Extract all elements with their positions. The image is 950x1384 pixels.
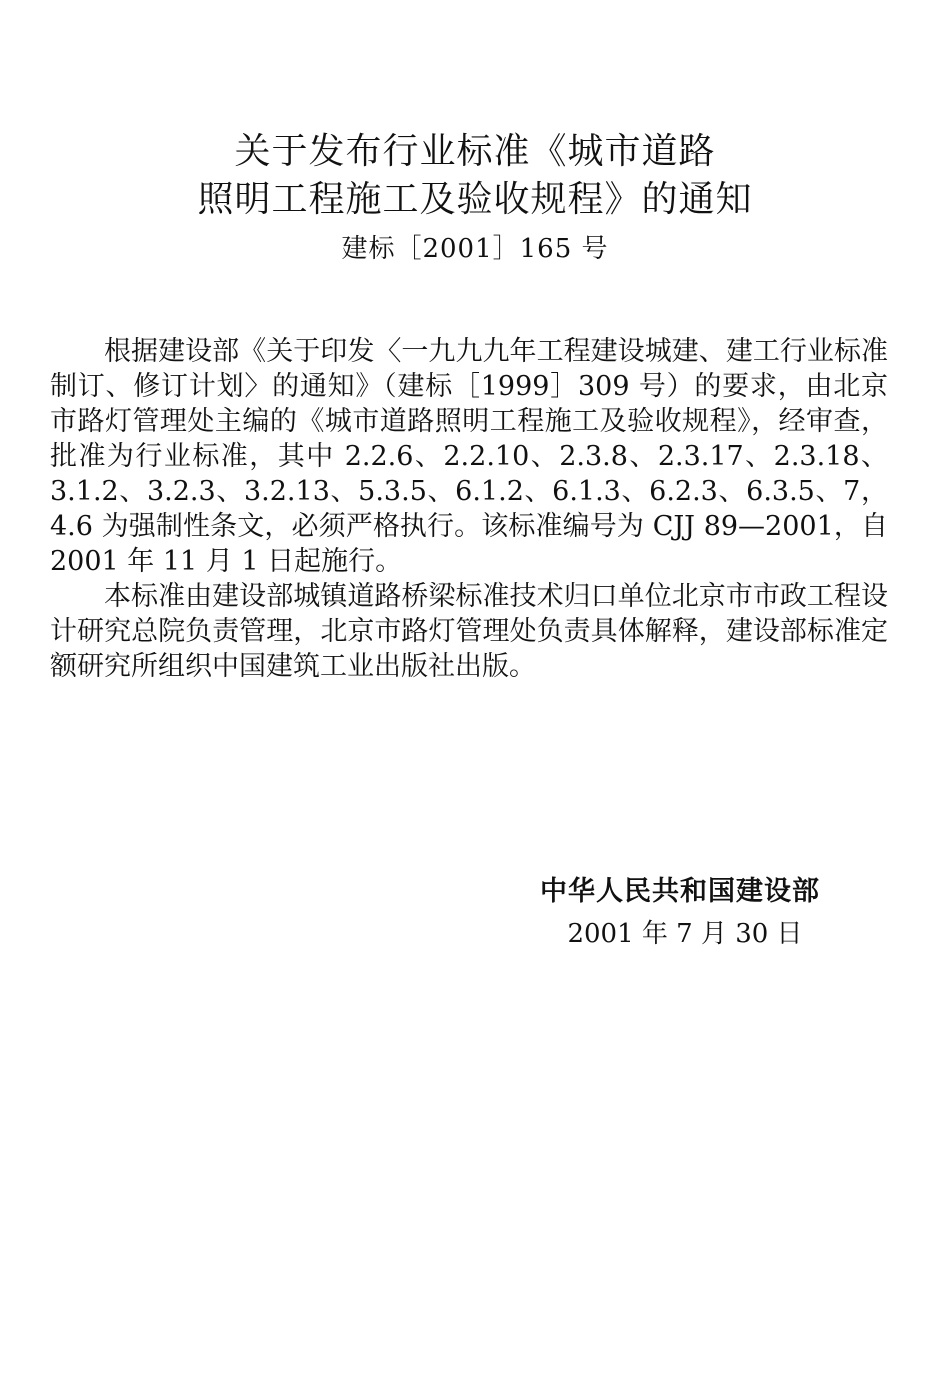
document-number: 建标［2001］165 号 xyxy=(341,234,609,264)
title-line-1: 关于发布行业标准《城市道路 xyxy=(234,131,716,172)
body-paragraph-2: 本标准由建设部城镇道路桥梁标准技术归口单位北京市市政工程设计研究总院负责管理，北京市路灯管理处负责具体解释，建设部标准定额研究所组织中国建筑工业出版社出版。 xyxy=(50,581,888,682)
notice-header xyxy=(0,128,950,268)
notice-body xyxy=(50,334,888,684)
body-paragraph-1: 根据建设部《关于印发〈一九九九年工程建设城建、建工行业标准制订、修订计划〉的通知》（建标［1999］309 号）的要求，由北京市路灯管理处主编的《城市道路照明工程施工及验收规程》，经审查，批准为行业标准，其中 2.2.6、2.2.10、2.3.8、2.3.17、2.3.18、3.1.2、3.2.3、3.2.13、5.3.5、6.1.2、6.1.3、6.2.3、6.3.5、7，4.6 为强制性条文，必须严格执行。该标准编号为 CJJ 89—2001，自 2001 年 11 月 1 日起施行。 xyxy=(50,336,888,577)
issuing-organization: 中华人民共和国建设部 xyxy=(540,876,820,907)
issue-date: 2001 年 7 月 30 日 xyxy=(567,919,803,949)
title-line-2: 照明工程施工及验收规程》的通知 xyxy=(197,179,753,220)
signature-block xyxy=(500,872,860,954)
